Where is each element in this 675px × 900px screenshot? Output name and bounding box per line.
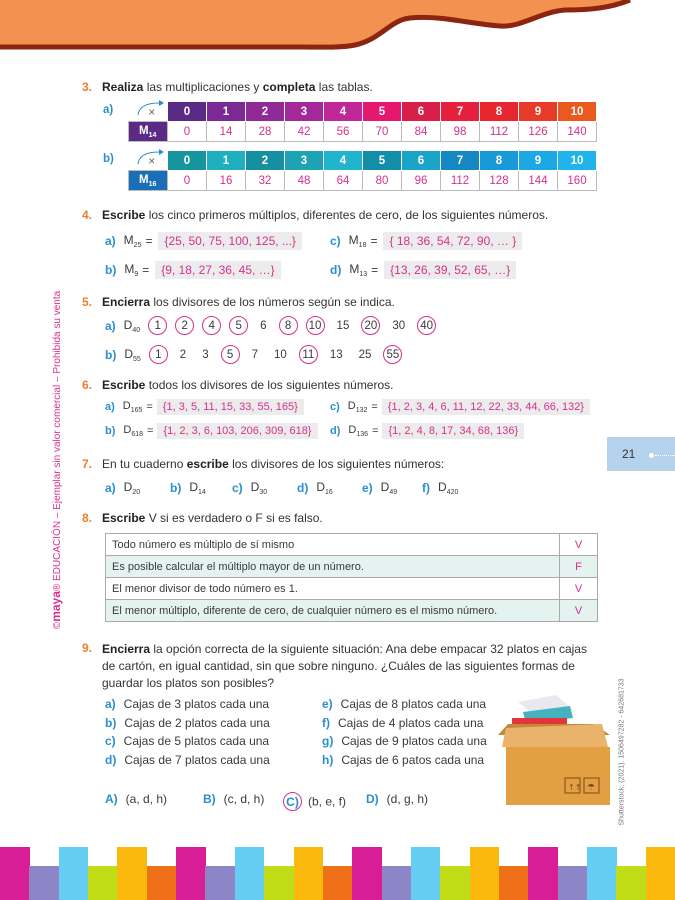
option-item[interactable]	[105, 716, 270, 730]
item-label: b)	[170, 481, 182, 495]
circled-answer-label: C)	[283, 792, 302, 811]
header-cell: 1	[207, 151, 246, 171]
value-cell[interactable]: 112	[441, 171, 480, 191]
multiplication-table	[128, 101, 597, 142]
header-cell: 0	[168, 102, 207, 122]
subscript: 132	[355, 407, 368, 414]
item-label: c)	[232, 481, 243, 495]
subscript: 25	[133, 242, 142, 249]
exercise-item	[232, 480, 271, 496]
multiply-symbol: ×	[148, 156, 156, 169]
stripe	[558, 866, 588, 900]
equals-sign: =	[371, 263, 379, 277]
stripe	[176, 847, 206, 900]
symbol: M	[139, 124, 149, 137]
svg-text:☂: ☂	[587, 783, 596, 793]
divisor-symbol	[251, 480, 267, 496]
item-label: d)	[330, 263, 342, 277]
answer-label: B)	[203, 792, 216, 806]
header-wave-decoration	[0, 0, 675, 60]
value-cell[interactable]: 144	[519, 171, 558, 191]
table-row	[106, 534, 598, 556]
symbol: D	[348, 424, 357, 436]
circled-number[interactable]: 2	[175, 316, 194, 335]
value-cell[interactable]: 112	[480, 122, 519, 142]
circled-number[interactable]: 1	[148, 316, 167, 335]
option-item[interactable]	[105, 734, 269, 748]
option-text: Cajas de 6 patos cada una	[341, 752, 485, 767]
subscript: 18	[358, 242, 367, 249]
circled-number[interactable]: 4	[202, 316, 221, 335]
option-label: a)	[105, 697, 116, 711]
value-cell[interactable]: 98	[441, 122, 480, 142]
stripe	[205, 866, 235, 900]
multiple-symbol	[124, 233, 142, 249]
answer-cell[interactable]: V	[560, 578, 598, 600]
question-number: 8.	[82, 511, 93, 525]
question-3-text: Realiza las multiplicaciones y completa las tablas.	[102, 80, 373, 94]
subscript: 20	[132, 489, 141, 496]
symbol: M	[124, 262, 135, 276]
question-8-text: Escribe V si es verdadero o F si es falso.	[102, 511, 323, 525]
divisor-symbol	[123, 400, 143, 414]
symbol: M	[348, 233, 359, 247]
item-label: a)	[105, 234, 116, 248]
header-cell: 10	[558, 151, 597, 171]
stripe	[587, 847, 617, 900]
dot-icon	[649, 453, 654, 458]
header-cell: 9	[519, 102, 558, 122]
divisor-symbol	[124, 480, 140, 496]
question-number: 6.	[82, 378, 93, 392]
option-item[interactable]	[105, 753, 270, 767]
option-item[interactable]	[322, 753, 484, 767]
subscript: 49	[389, 489, 398, 496]
subscript: 14	[148, 131, 157, 139]
header-cell: 2	[246, 102, 285, 122]
stripe	[499, 866, 529, 900]
header-cell: 2	[246, 151, 285, 171]
stripe	[352, 847, 382, 900]
subscript: 165	[130, 407, 143, 414]
answer-label: A)	[105, 792, 118, 806]
stripe	[470, 847, 500, 900]
symbol: D	[123, 317, 133, 332]
multiples-item	[330, 232, 522, 250]
answer-text: (d, g, h)	[386, 792, 429, 806]
brand-logo: maya	[49, 591, 63, 622]
circled-number[interactable]: 11	[299, 345, 318, 364]
symbol: D	[123, 424, 132, 436]
table-label: b)	[103, 153, 114, 165]
statement-cell: Todo número es múltiplo de sí mismo	[106, 534, 560, 556]
item-label: d)	[297, 481, 309, 495]
header-cell: 1	[207, 102, 246, 122]
subscript: 55	[133, 355, 141, 363]
symbol: D	[122, 400, 131, 412]
option-label: f)	[322, 715, 330, 730]
equals-sign: =	[145, 234, 153, 248]
stripe	[0, 847, 30, 900]
question-number: 3.	[82, 80, 93, 94]
header-cell: 7	[441, 102, 480, 122]
number-option[interactable]: 13	[329, 348, 343, 361]
divisors-item	[330, 399, 590, 415]
value-cell[interactable]: 140	[558, 122, 597, 142]
symbol: M	[139, 173, 149, 186]
question-number: 7.	[82, 457, 93, 471]
answer-choice[interactable]	[283, 792, 346, 811]
value-cell[interactable]: 48	[285, 171, 324, 191]
divisor-symbol	[316, 480, 332, 496]
option-item[interactable]	[322, 734, 487, 748]
subscript: 30	[259, 489, 268, 496]
option-text: Cajas de 8 platos cada una	[340, 697, 487, 711]
symbol: M	[349, 262, 360, 276]
symbol: D	[438, 480, 447, 494]
image-credit: Shutterstock, (2021). 1506497282 - 642681733	[618, 678, 626, 826]
symbol: D	[347, 400, 356, 412]
stripe	[616, 866, 646, 900]
header-cell: 4	[324, 151, 363, 171]
symbol: D	[380, 480, 390, 494]
table-label: a)	[103, 104, 114, 116]
subscript: 9	[134, 271, 139, 278]
value-cell[interactable]: 96	[402, 171, 441, 191]
equals-sign: =	[372, 425, 379, 437]
answer-field[interactable]: {1, 2, 3, 6, 103, 206, 309, 618}	[157, 423, 317, 439]
header-cell: 6	[402, 151, 441, 171]
option-text: Cajas de 9 platos cada una	[341, 734, 487, 748]
multiple-symbol	[349, 233, 367, 249]
item-label: a)	[105, 401, 115, 413]
circled-number[interactable]: 10	[306, 316, 325, 335]
header-cell: 5	[363, 102, 402, 122]
answer-text: (a, d, h)	[125, 792, 168, 806]
value-cell[interactable]: 128	[480, 171, 519, 191]
stripe	[411, 847, 441, 900]
value-cell[interactable]: 84	[402, 122, 441, 142]
subscript: 136	[356, 431, 369, 438]
table-row	[106, 578, 598, 600]
exercise-item	[422, 480, 462, 496]
equals-sign: =	[142, 263, 150, 277]
multiple-label-cell	[129, 171, 168, 191]
curved-arrow-icon	[135, 100, 165, 116]
value-cell[interactable]: 0	[168, 122, 207, 142]
page-number: 21	[622, 447, 636, 461]
subscript: 16	[148, 180, 157, 188]
option-label: b)	[105, 715, 117, 730]
item-label: b)	[105, 347, 117, 362]
multiplication-table	[128, 150, 597, 191]
multiples-item	[105, 232, 302, 250]
multiply-symbol: ×	[148, 107, 156, 120]
answer-choice[interactable]	[105, 792, 167, 806]
multiple-label-cell	[129, 122, 168, 142]
option-text: Cajas de 4 platos cada una	[338, 715, 484, 730]
item-label: e)	[362, 481, 373, 495]
answer-field[interactable]: {25, 50, 75, 100, 125, ...}	[158, 232, 301, 250]
option-label: d)	[105, 752, 117, 767]
header-cell: 5	[363, 151, 402, 171]
stripe	[117, 847, 147, 900]
divisors-item	[105, 423, 318, 439]
answer-cell[interactable]: V	[560, 600, 598, 622]
number-option[interactable]: 15	[336, 319, 350, 332]
subscript: 618	[131, 431, 144, 438]
value-cell[interactable]: 80	[363, 171, 402, 191]
header-cell: 8	[480, 151, 519, 171]
number-option[interactable]: 6	[260, 319, 267, 332]
answer-label: D)	[366, 792, 379, 806]
copyright-text: EDUCACIÓN – Ejemplar sin valor comercial – Prohibida su venta	[52, 290, 63, 581]
symbol: D	[316, 480, 325, 494]
header-cell: 10	[558, 102, 597, 122]
circled-number[interactable]: 40	[417, 316, 436, 335]
stripe	[264, 866, 294, 900]
number-option[interactable]: 10	[274, 348, 287, 361]
item-label: b)	[105, 425, 116, 437]
symbol: D	[189, 480, 198, 494]
circled-number[interactable]: 20	[361, 316, 380, 335]
question-4-text: Escribe los cinco primeros múltiplos, diferentes de cero, de los siguientes números.	[102, 208, 549, 222]
equals-sign: =	[146, 401, 153, 413]
stripe	[29, 866, 59, 900]
value-cell[interactable]: 14	[207, 122, 246, 142]
page-number-tab	[607, 437, 675, 471]
number-option[interactable]: 30	[392, 319, 406, 332]
divisor-symbol	[123, 424, 143, 438]
value-cell[interactable]: 16	[207, 171, 246, 191]
multiply-corner-cell	[129, 102, 168, 122]
multiples-item	[330, 261, 516, 279]
symbol: D	[124, 346, 133, 361]
exercise-item	[297, 480, 337, 496]
answer-field[interactable]: {1, 3, 5, 11, 15, 33, 55, 165}	[157, 399, 304, 415]
stripe	[59, 847, 89, 900]
header-cell: 6	[402, 102, 441, 122]
stripe	[323, 866, 353, 900]
option-label: g)	[322, 734, 334, 748]
divisor-symbol	[381, 480, 397, 496]
value-cell[interactable]: 56	[324, 122, 363, 142]
option-item[interactable]	[105, 697, 269, 711]
header-cell: 8	[480, 102, 519, 122]
symbol: D	[250, 480, 260, 494]
question-number: 5.	[82, 295, 93, 309]
header-cell: 0	[168, 151, 207, 171]
exercise-item	[362, 480, 401, 496]
multiples-item	[105, 261, 281, 279]
value-cell[interactable]: 70	[363, 122, 402, 142]
symbol: M	[123, 233, 134, 247]
equals-sign: =	[147, 425, 154, 437]
subscript: 13	[359, 271, 368, 278]
item-label: c)	[330, 234, 341, 248]
value-cell[interactable]: 160	[558, 171, 597, 191]
option-text: Cajas de 2 platos cada una	[124, 715, 270, 730]
circled-number[interactable]: 5	[221, 345, 240, 364]
value-cell[interactable]: 0	[168, 171, 207, 191]
subscript: 16	[325, 489, 333, 496]
question-number: 4.	[82, 208, 93, 222]
divisor-symbol	[348, 424, 368, 438]
stripe	[382, 866, 412, 900]
value-cell[interactable]: 126	[519, 122, 558, 142]
stripe	[646, 847, 675, 900]
exercise-item	[170, 480, 210, 496]
option-item[interactable]	[322, 716, 483, 730]
option-text: Cajas de 3 platos cada una	[123, 697, 270, 711]
true-false-table	[105, 533, 598, 622]
answer-field[interactable]: {1, 2, 4, 8, 17, 34, 68, 136}	[382, 423, 524, 439]
circled-number[interactable]: 8	[279, 316, 298, 335]
divisor-symbol	[124, 318, 140, 334]
copyright-notice: ©maya® EDUCACIÓN – Ejemplar sin valor comercial – Prohibida su venta	[49, 290, 63, 630]
divisor-symbol	[189, 480, 205, 496]
item-label: c)	[330, 401, 340, 413]
answer-choice[interactable]	[366, 792, 428, 806]
subscript: 40	[132, 326, 141, 334]
value-cell[interactable]: 28	[246, 122, 285, 142]
option-label: h)	[322, 752, 334, 767]
header-cell: 9	[519, 151, 558, 171]
svg-text:↑↑: ↑↑	[568, 783, 582, 792]
divisor-symbol	[124, 347, 140, 363]
header-cell: 3	[285, 151, 324, 171]
table-row	[106, 556, 598, 578]
stripe	[88, 866, 118, 900]
stripe	[294, 847, 324, 900]
cardboard-box-illustration	[498, 690, 613, 805]
divisors-item	[105, 345, 406, 364]
option-text: Cajas de 5 platos cada una	[123, 734, 270, 748]
subscript: 14	[198, 489, 206, 496]
equals-sign: =	[371, 401, 378, 413]
answer-field[interactable]: {1, 2, 3, 4, 6, 11, 12, 22, 33, 44, 66, 132}	[382, 399, 590, 415]
divisor-symbol	[438, 480, 458, 496]
answer-field[interactable]: { 18, 36, 54, 72, 90, … }	[383, 232, 522, 250]
divisors-item	[105, 399, 304, 415]
circled-number[interactable]: 55	[383, 345, 402, 364]
option-text: Cajas de 7 platos cada una	[124, 752, 270, 767]
answer-cell[interactable]: F	[560, 556, 598, 578]
stripe	[235, 847, 265, 900]
answer-field[interactable]: {13, 26, 39, 52, 65, …}	[384, 261, 516, 279]
header-cell: 4	[324, 102, 363, 122]
question-6-text: Escribe todos los divisores de los siguientes números.	[102, 378, 394, 392]
circled-number[interactable]: 1	[149, 345, 168, 364]
stripe	[147, 866, 177, 900]
option-item[interactable]	[322, 697, 486, 711]
number-option[interactable]: 25	[358, 348, 372, 361]
answer-text: (c, d, h)	[223, 792, 265, 806]
multiple-symbol	[124, 262, 138, 278]
divisors-item	[330, 423, 524, 439]
equals-sign: =	[370, 234, 378, 248]
dotted-line	[655, 455, 675, 456]
value-cell[interactable]: 32	[246, 171, 285, 191]
number-option[interactable]: 3	[202, 348, 209, 361]
subscript: 420	[446, 489, 459, 496]
value-cell[interactable]: 42	[285, 122, 324, 142]
statement-cell: El menor divisor de todo número es 1.	[106, 578, 560, 600]
item-label: b)	[105, 263, 117, 277]
answer-cell[interactable]: V	[560, 534, 598, 556]
curved-arrow-icon	[135, 149, 165, 165]
answer-text: (b, e, f)	[308, 794, 347, 809]
stripe	[528, 847, 558, 900]
question-7-text: En tu cuaderno escribe los divisores de los siguientes números:	[102, 457, 445, 471]
circled-number[interactable]: 5	[229, 316, 248, 335]
item-label: a)	[105, 481, 116, 495]
statement-cell: Es posible calcular el múltiplo mayor de un número.	[106, 556, 560, 578]
header-cell: 3	[285, 102, 324, 122]
multiply-corner-cell	[129, 151, 168, 171]
symbol: D	[123, 480, 133, 494]
statement-cell: El menor múltiplo, diferente de cero, de cualquier número es el mismo número.	[106, 600, 560, 622]
question-5-text: Encierra los divisores de los números según se indica.	[102, 295, 395, 309]
item-label: a)	[105, 318, 116, 333]
answer-choice[interactable]	[203, 792, 264, 806]
exercise-item	[105, 480, 144, 496]
multiple-symbol	[349, 262, 367, 278]
header-cell: 7	[441, 151, 480, 171]
question-number: 9.	[82, 641, 93, 655]
divisors-item	[105, 316, 440, 335]
option-label: e)	[322, 697, 333, 711]
question-9-text: Encierra la opción correcta de la siguiente situación: Ana debe empacar 32 platos en cajas de cartón, en igual cantidad, sin que sobre ninguno. ¿Cuáles de las siguientes formas de guardar los platos son posibles?	[102, 642, 587, 690]
divisor-symbol	[348, 400, 368, 414]
stripe	[440, 866, 470, 900]
item-label: f)	[422, 481, 430, 495]
item-label: d)	[330, 425, 341, 437]
table-row	[106, 600, 598, 622]
answer-field[interactable]: {9, 18, 27, 36, 45, …}	[155, 261, 280, 279]
option-label: c)	[105, 734, 116, 748]
value-cell[interactable]: 64	[324, 171, 363, 191]
number-option[interactable]: 7	[251, 348, 259, 361]
number-option[interactable]: 2	[179, 348, 187, 361]
